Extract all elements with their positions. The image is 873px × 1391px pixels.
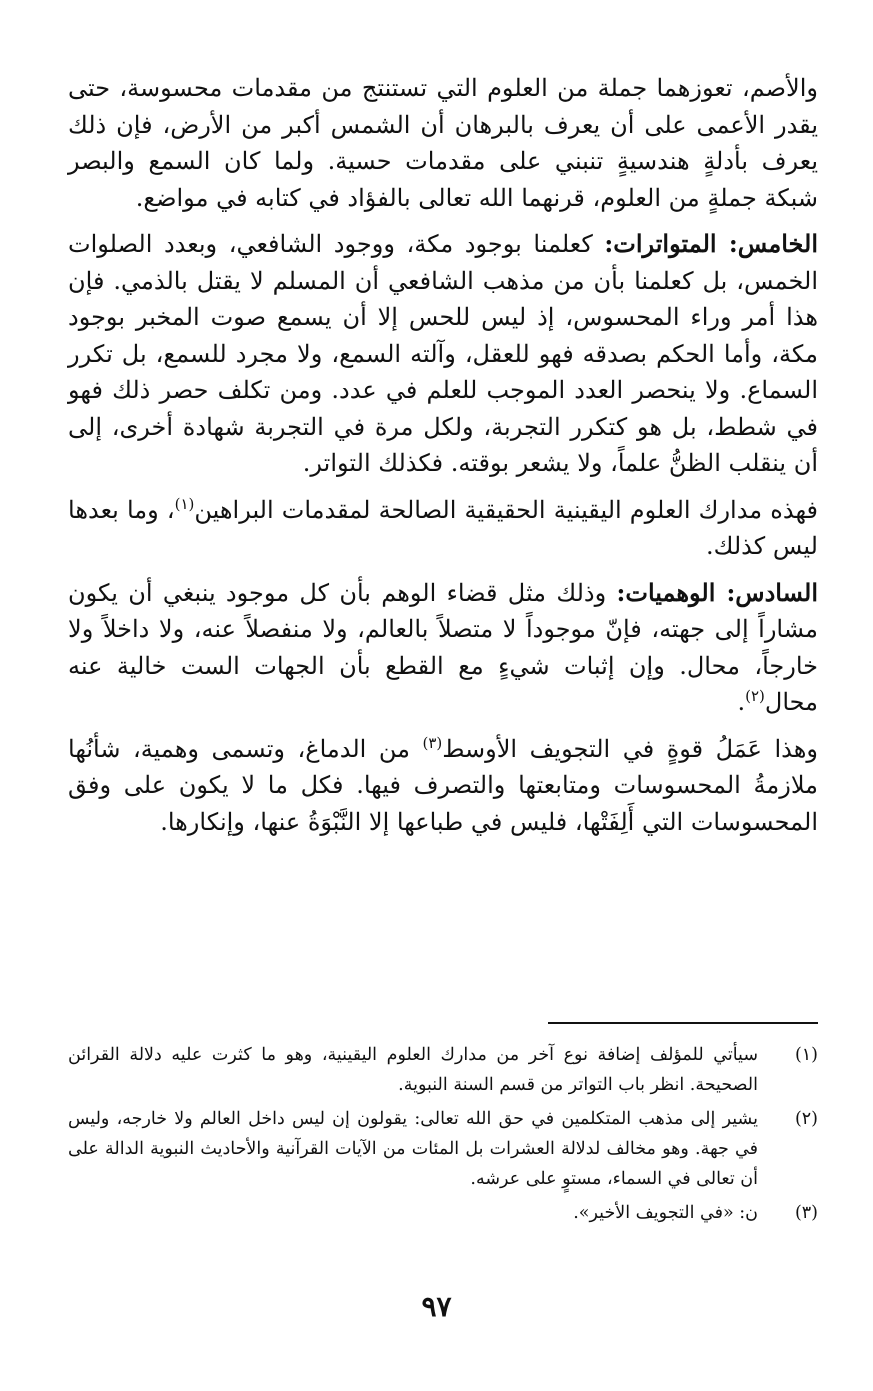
paragraph-body: وهذا عَمَلُ قوةٍ في التجويف الأوسط (442, 734, 819, 763)
paragraph-3 (68, 492, 818, 565)
footnote-text: سيأتي للمؤلف إضافة نوع آخر من مدارك العلوم اليقينية، وهو ما كثرت عليه دلالة القرائن الصحيحة. انظر باب التواتر من قسم السنة النبوية. (68, 1045, 758, 1095)
paragraph-heading: السادس: الوهميات: (616, 577, 818, 607)
paragraph-heading: الخامس: المتواترات: (604, 229, 818, 258)
footnote-2 (68, 1104, 818, 1194)
paragraph-body-tail: من الدماغ، وتسمى وهمية، شأنُها ملازمةُ المحسوسات ومتابعتها والتصرف فيها. فكل ما لا يكون على وفق المحسوسات التي أَلِفَتْها، فليس في طباعها إلا النَّبْوَةُ عنها، وإنكارها. (68, 734, 818, 836)
footnote-number: (٢) (794, 1109, 818, 1129)
footnote-separator (548, 1022, 818, 1024)
page-number: ٩٧ (421, 1290, 452, 1323)
paragraph-body-tail: . (737, 688, 746, 716)
footnote-3 (68, 1198, 818, 1228)
footnotes (68, 1040, 818, 1232)
paragraph-body: وذلك مثل قضاء الوهم بأن كل موجود ينبغي أن يكون مشاراً إلى جهته، فإنّ موجوداً لا متصلاً بالعالم، ولا منفصلاً عنه، ولا داخلاً ولا خارجاً، محال. وإن إثبات شيءٍ مع القطع بأن الجهات الست خالية عنه محال (68, 578, 818, 716)
footnote-text: يشير إلى مذهب المتكلمين في حق الله تعالى: يقولون إن ليس داخل العالم ولا خارجه، وليس في جهة. وهو مخالف لدلالة العشرات بل المئات من الآيات القرآنية والأحاديث النبوية الدالة على أن تعالى في السماء، مستوٍ على عرشه. (68, 1109, 758, 1189)
footnote-1 (68, 1040, 818, 1100)
footnote-ref-2[interactable]: (٢) (745, 687, 765, 705)
paragraph-body: فهذه مدارك العلوم اليقينية الحقيقية الصالحة لمقدمات البراهين (194, 495, 818, 524)
paragraph-body-tail: ، وما بعدها ليس كذلك. (68, 495, 818, 560)
paragraph-1 (68, 70, 818, 216)
paragraph-body: كعلمنا بوجود مكة، ووجود الشافعي، وبعدد الصلوات الخمس، بل كعلمنا بأن من مذهب الشافعي أن المسلم لا يقتل بالذمي. فإن هذا أمر وراء المحسوس، إذ ليس للحس إلا أن يسمع صوت المخبر بوجود مكة، وأما الحكم بصدقه فهو للعقل، وآلته السمع، ولا مجرد للسمع، بل تكرر السماع. ولا ينحصر العدد الموجب للعلم في عدد. ومن تكلف حصر ذلك فهو في شطط، بل هو كتكرر التجربة، ولكل مرة في التجربة شهادة أخرى، إلى أن ينقلب الظنُّ علماً، ولا يشعر بوقته. فكذلك التواتر. (68, 230, 818, 477)
main-text (68, 70, 818, 850)
footnote-number: (٣) (794, 1203, 818, 1223)
footnote-number: (١) (794, 1045, 818, 1065)
footnote-ref-1[interactable]: (١) (174, 494, 195, 513)
footnote-text: ن: «في التجويف الأخير». (573, 1203, 758, 1223)
paragraph-4 (68, 575, 818, 721)
paragraph-body: والأصم، تعوزهما جملة من العلوم التي تستنتج من مقدمات محسوسة، حتى يقدر الأعمى على أن يعرف بالبرهان أن الشمس أكبر من الأرض، فإن ذلك يعرف بأدلةٍ هندسيةٍ تنبني على مقدمات حسية. ولما كان السمع والبصر شبكة جملةٍ من العلوم، قرنهما الله تعالى بالفؤاد في كتابه في مواضع. (68, 74, 818, 212)
paragraph-2 (68, 226, 818, 482)
footnote-ref-3[interactable]: (٣) (422, 733, 443, 752)
paragraph-5 (68, 731, 818, 841)
